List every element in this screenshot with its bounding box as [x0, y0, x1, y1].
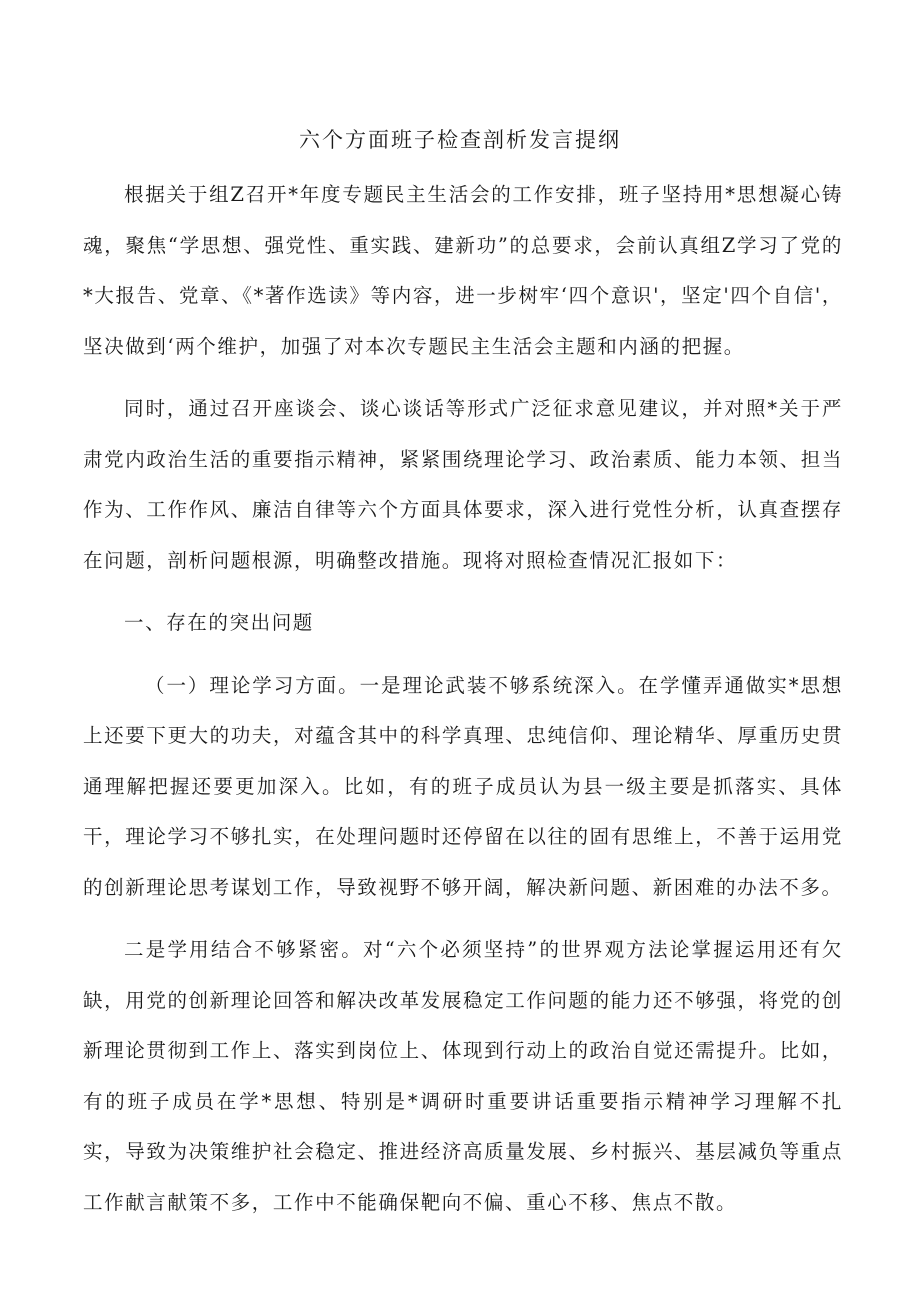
paragraph-theory-study: （一）理论学习方面。一是理论武装不够系统深入。在学懂弄通做实*思想上还要下更大的功夫，对蕴含其中的科学真理、忠纯信仰、理论精华、厚重历史贯通理解把握还要更加深入。比如，有的班子成员认为县一级主要是抓落实、具体干，理论学习不够扎实，在处理问题时还停留在以往的固有思维上，不善于运用党的创新理论思考谋划工作，导致视野不够开阔，解决新问题、新困难的办法不多。 [83, 673, 843, 899]
section-heading: 一、存在的突出问题 [124, 611, 314, 634]
document-title: 六个方面班子检查剖析发言提纲 [299, 128, 621, 152]
paragraph-study-application: 二是学用结合不够紧密。对“六个必须坚持”的世界观方法论掌握运用还有欠缺，用党的创新理论回答和解决改革发展稳定工作问题的能力还不够强，将党的创新理论贯彻到工作上、落实到岗位上、体现到行动上的政治自觉还需提升。比如，有的班子成员在学*思想、特别是*调研时重要讲话重要指示精神学习理解不扎实，导致为决策维护社会稳定、推进经济高质量发展、乡村振兴、基层减负等重点工作献言献策不多，工作中不能确保靶向不偏、重心不移、焦点不散。 [83, 938, 843, 1214]
paragraph-intro: 根据关于组Z召开*年度专题民主生活会的工作安排，班子坚持用*思想凝心铸魂，聚焦“学思想、强党性、重实践、建新功”的总要求，会前认真组Z学习了党的*大报告、党章、《*著作选读》等内容，进一步树牢‘四个意识'，坚定'四个自信'，坚决做到‘两个维护，加强了对本次专题民主生活会主题和内涵的把握。 [83, 183, 843, 358]
document-body [83, 170, 843, 1240]
paragraph-method: 同时，通过召开座谈会、谈心谈话等形式广泛征求意见建议，并对照*关于严肃党内政治生活的重要指示精神，紧紧围绕理论学习、政治素质、能力本领、担当作为、工作作风、廉洁自律等六个方面具体要求，深入进行党性分析，认真查摆存在问题，剖析问题根源，明确整改措施。现将对照检查情况汇报如下： [83, 397, 843, 572]
